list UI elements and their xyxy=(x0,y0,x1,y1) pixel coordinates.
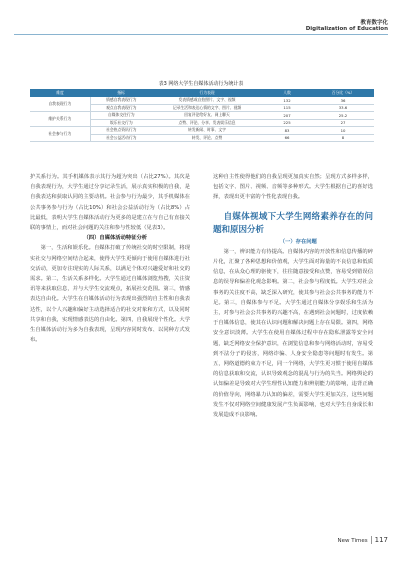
header-en: Digitalization of Education xyxy=(305,26,388,32)
count-cell: 83 xyxy=(262,127,312,135)
count-cell: 225 xyxy=(262,119,312,127)
left-paragraph-1: 护关系行为。其手机媒体表示其行为超为突出（占比27%）。其次是自我表现行为，大学生通过分享记录生活，展示真实积极的自我，是自我表达和获取认同的主要动机。社会参与行为最少，其手机媒体在公共事务参与行为（占比10%）和社会公益活动行为（占比8%）占比最低，表明大学生自媒体活动行为更多的是建立在与自己有直接关联的事情上，而对社会问题的关注和参与性较低（见表3）。 xyxy=(30,174,190,232)
indicator-cell: 娱乐社交行为 xyxy=(90,119,152,127)
percent-cell: 10 xyxy=(312,127,374,135)
behavior-cell: 记录生活和表达心情的文字、图片、视频 xyxy=(152,104,262,112)
col-header-count: 人数 xyxy=(262,89,312,97)
percent-cell: 25.2 xyxy=(312,112,374,120)
stats-table xyxy=(30,89,374,142)
subheading-problems: （一）存在问题 xyxy=(279,238,317,245)
percent-cell: 27 xyxy=(312,119,374,127)
left-column xyxy=(30,172,190,532)
behavior-cell: 转发、评论、点赞 xyxy=(152,134,262,142)
col-header-behavior: 行为表现 xyxy=(152,89,262,97)
indicator-cell: 自媒体交往行为 xyxy=(90,112,152,120)
indicator-cell: 情感自我表现行为 xyxy=(90,97,152,104)
right-column xyxy=(213,172,373,532)
count-cell: 115 xyxy=(262,104,312,112)
percent-cell: 8 xyxy=(312,134,374,142)
count-cell: 132 xyxy=(262,97,312,104)
page-number: 117 xyxy=(371,536,388,544)
group-cell: 社会参与行为 xyxy=(30,127,90,142)
behavior-cell: 回复评论给好友、网上聊天 xyxy=(152,112,262,120)
table-caption: 表3 网络大学生自媒体活动行为统计表 xyxy=(158,81,244,87)
count-cell: 207 xyxy=(262,112,312,120)
percent-cell: 36 xyxy=(312,97,374,104)
indicator-cell: 社会公益活动行为 xyxy=(90,134,152,142)
count-cell: 66 xyxy=(262,134,312,142)
col-header-dimension: 维度 xyxy=(30,89,90,97)
page-footer xyxy=(338,536,388,544)
left-paragraph-2: 第一，生活和娱乐化。自媒体打破了传统社交的时空限制，将现实社交与网络空间结合起来，使得大学生更倾向于使用自媒体进行社交活动，更加专注现实的人际关系，以满足个体对兴趣爱好和社交的需求。第二，生活关系多样化。大学生通过自媒体浏览热搜，关注资讯等来获取信息，并与大学生交流观点，拓展社交范围。第三，情感表达自由化。大学生在自媒体活动行为表现出强烈的自主性和自我表达性，以个人兴趣和偏好主动选择适合的社交对象和方式，以及同时共享和自我，实现情感表达的自由化。第四，自我展现个性化。大学生自媒体活动行为多为自我表现，呈现内容同时发布、以同种方式发布。 xyxy=(30,245,190,344)
journal-header xyxy=(306,18,388,32)
table-header-row xyxy=(30,89,374,97)
right-paragraph-2: 第一，辨识能力有待提高。自媒体内容的开放性和信息传播的碎片化，汇聚了各种思想和价值观，大学生面对海量的不良信息和低质信息，在从众心理的驱使下，往往随意接受和点赞，容易受到错误信息的误导和偏差化观念影响。第二，社会参与程度低。大学生对社会事务的关注度不高，缺乏深入研究，使其参与社会公共事务的能力不足。第三，自媒体参与不足。大学生通过自媒体分享娱乐和生活为主，对参与社会公共事务的兴趣不高，在遇到社会问题时，过度依赖于自媒体信息，使其在认识问题和解决问题上存在局限。第四，网络安全意识淡薄。大学生在使用自媒体过程中存在隐私泄露等安全问题，缺乏网络安全保护意识，在浏览信息和参与网络活动时，容易受到不法分子的侵害，网络诈骗、人身安全隐患等问题时有发生。第五，网络道德约束力不足，同一个网络，大学生更习惯于使用自媒体的信息获取和交流，认识导致观念的混乱与行为的失当。网络舆论的认知偏差是导致对大学生理性认知能力和辨别能力的影响，违背正确的价值导向，网络暴力认知的偏差，需要大学生更加关注，这些问题发生不仅对网络空间健康发展产生负面影响，也对大学生自身成长和发展造成不良影响。 xyxy=(213,248,373,419)
indicator-cell: 观点自我表现行为 xyxy=(90,104,152,112)
right-paragraph-1: 这种自主性使得他们的自我呈现更加真实自然；呈现方式多样多样，包括文字、图片、视频、音频等多种形式。大学生根据自己的喜好选择，表现出更丰富的个性化表现自我。 xyxy=(213,174,373,201)
table-row xyxy=(30,97,374,104)
behavior-cell: 转发新闻、时事、文字 xyxy=(152,127,262,135)
behavior-cell: 点赞、评论、分享、发表娱乐信息 xyxy=(152,119,262,127)
table-row xyxy=(30,112,374,120)
behavior-cell: 发表情感或自拍照片、文字、视频 xyxy=(152,97,262,104)
table-row xyxy=(30,127,374,135)
group-cell: 自我表现行为 xyxy=(30,97,90,112)
footer-journal: New Times xyxy=(337,538,368,544)
col-header-indicator: 指标 xyxy=(90,89,152,97)
col-header-percent: 百分比（%） xyxy=(312,89,374,97)
subheading-features: （四）自媒体活动特征分析 xyxy=(83,235,148,242)
header-zh: 教育数字化 xyxy=(360,20,388,26)
percent-cell: 33.6 xyxy=(312,104,374,112)
indicator-cell: 社会热点资讯行为 xyxy=(90,127,152,135)
header-divider xyxy=(14,34,388,35)
group-cell: 维护关系行为 xyxy=(30,112,90,127)
section-title: 自媒体视域下大学生网络素养存在的问题和原因分析 xyxy=(213,211,373,235)
